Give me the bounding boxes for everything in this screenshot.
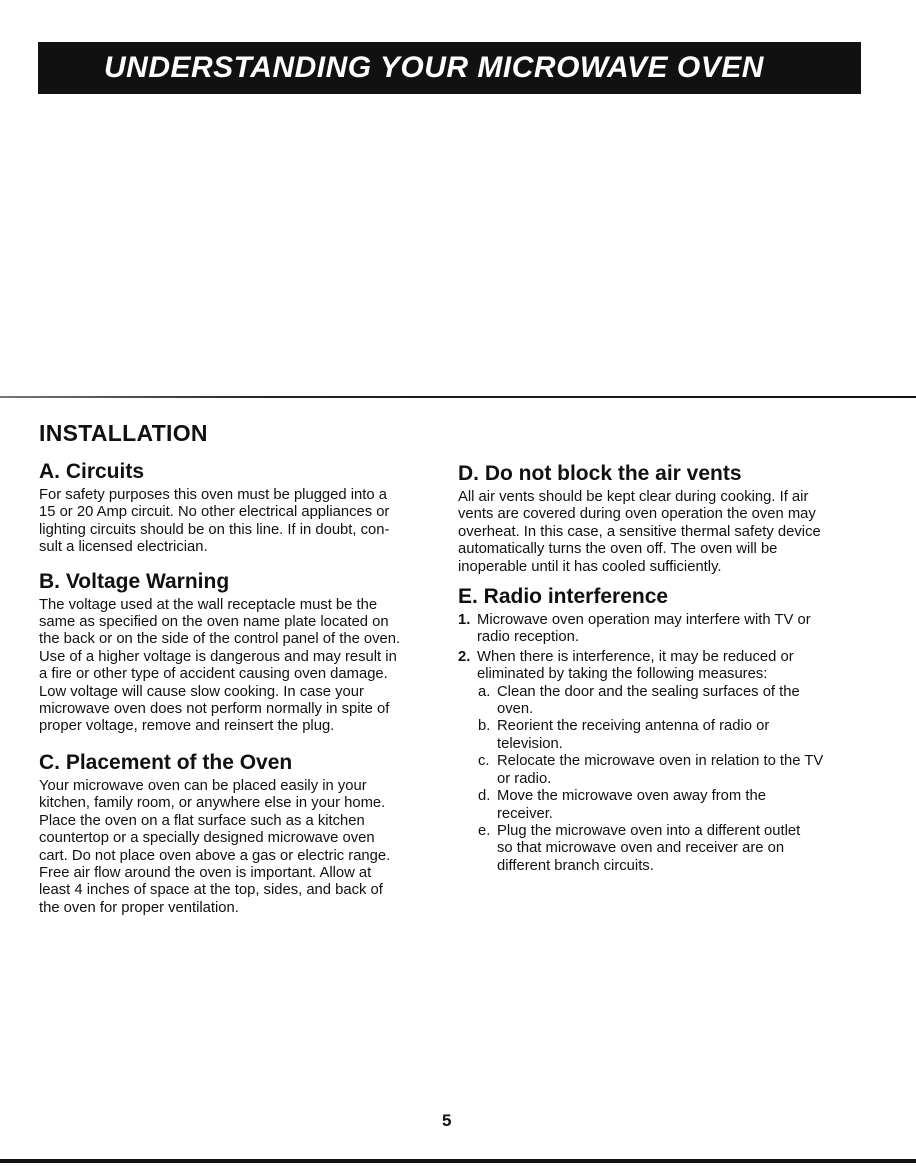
placement-heading: C. Placement of the Oven <box>39 750 293 774</box>
list-item: 1. Microwave oven operation may interfere with TV or radio reception. <box>458 612 811 646</box>
list-item: c. Relocate the microwave oven in relation to the TV or radio. <box>478 753 824 787</box>
air-vents-section <box>458 461 868 576</box>
voltage-warning-body: The voltage used at the wall receptacle must be the same as specified on the oven name plate located on the back or on the side of the control panel of the oven. Use of a higher voltage is dangerous and may result in a fire or other type of accident causing oven damage. Low voltage will cause slow cooking. In case your microwave oven does not perform normally in spite of proper voltage, remove and reinsert the plug. <box>39 596 401 735</box>
placement-section <box>39 750 439 917</box>
air-vents-body: All air vents should be kept clear during cooking. If air vents are covered during oven operation the oven may overheat. In this case, a sensitive thermal safety device automatically turns the oven off. The oven will be inoperable until it has cooled sufficiently. <box>458 489 821 575</box>
circuits-body: For safety purposes this oven must be plugged into a 15 or 20 Amp circuit. No other electrical appliances or lighting circuits should be on this line. If in doubt, con- sult a licensed electrician. <box>39 487 390 556</box>
list-item: e. Plug the microwave oven into a different outlet so that microwave oven and receiver are on different branch circuits. <box>478 822 801 874</box>
list-item: 2. When there is interference, it may be reduced or eliminated by taking the following measures: <box>458 648 794 683</box>
radio-interference-heading: E. Radio interference <box>458 585 669 609</box>
measures-list <box>458 684 868 875</box>
page-number: 5 <box>442 1111 452 1130</box>
radio-interference-section <box>458 584 868 875</box>
bottom-rule <box>0 1159 916 1163</box>
right-column <box>458 461 868 875</box>
interference-list <box>458 612 868 684</box>
placement-body: Your microwave oven can be placed easily in your kitchen, family room, or anywhere else in your home. Place the oven on a flat surface such as a kitchen countertop or a specially designed microwave oven cart. Do not place oven above a gas or electric range. Free air flow around the oven is important. Allow at least 4 inches of space at the top, sides, and back of the oven for proper ventilation. <box>39 777 391 916</box>
page-header-title: UNDERSTANDING YOUR MICROWAVE OVEN <box>104 51 764 84</box>
voltage-warning-section <box>39 569 439 736</box>
list-item: d. Move the microwave oven away from the receiver. <box>478 788 766 822</box>
circuits-section <box>39 459 439 557</box>
page-header-banner <box>38 42 861 94</box>
list-item: b. Reorient the receiving antenna of radio or television. <box>478 718 770 752</box>
list-item: a. Clean the door and the sealing surfaces of the oven. <box>478 683 800 718</box>
section-title: INSTALLATION <box>39 420 208 446</box>
air-vents-heading: D. Do not block the air vents <box>458 462 742 485</box>
voltage-warning-heading: B. Voltage Warning <box>39 569 230 593</box>
section-divider <box>0 396 916 398</box>
circuits-heading: A. Circuits <box>39 460 145 483</box>
left-column <box>39 459 439 917</box>
